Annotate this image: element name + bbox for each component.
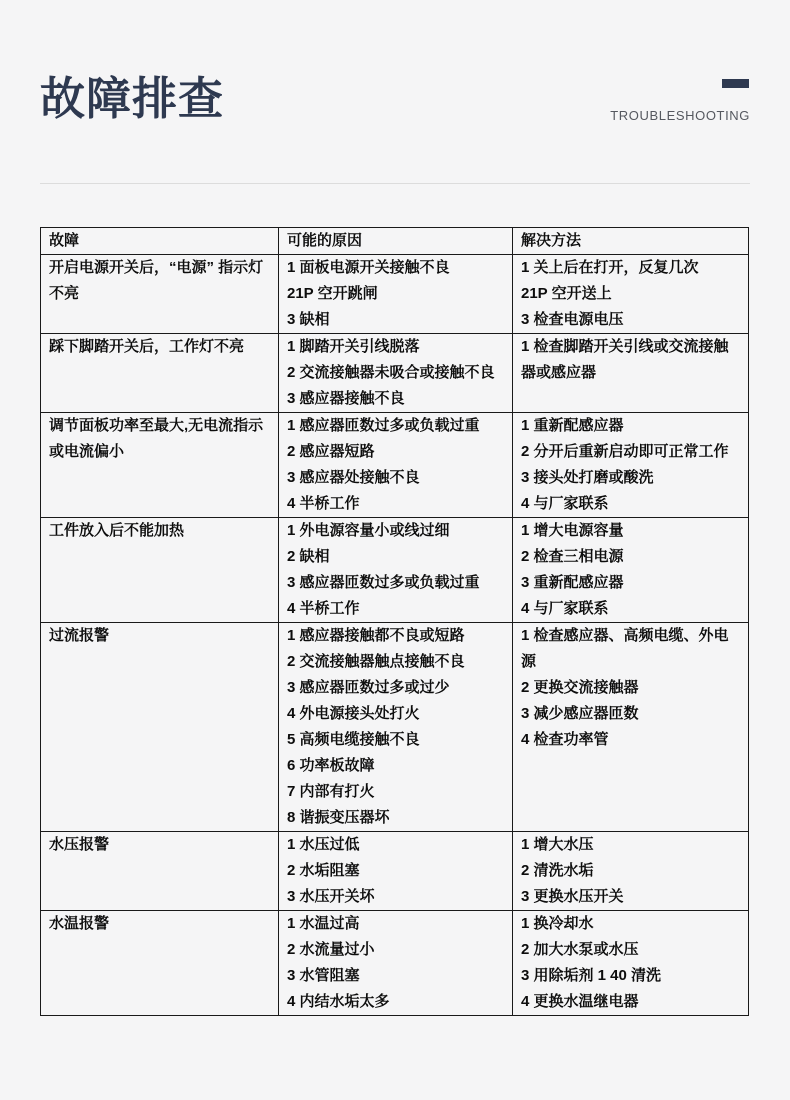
cell-line: 1 检查感应器、高频电缆、外电源 (521, 627, 729, 670)
cell-line: 21P 空开送上 (521, 285, 612, 302)
cell-line: 3 用除垢剂 1 40 清洗 (521, 967, 662, 984)
fault-cell (41, 623, 279, 832)
fault-text: 踩下脚踏开关后，工作灯不亮 (49, 338, 245, 355)
causes-cell (279, 255, 513, 334)
cell-line: 3 感应器处接触不良 (287, 469, 420, 486)
cell-line: 3 感应器匝数过多或负载过重 (287, 574, 480, 591)
column-header-solutions: 解决方法 (513, 228, 749, 255)
causes-cell (279, 832, 513, 911)
causes-cell (279, 413, 513, 518)
table-row (41, 334, 749, 413)
fault-text: 水压报警 (49, 836, 110, 853)
cell-line: 3 重新配感应器 (521, 574, 624, 591)
table-body (41, 255, 749, 1016)
cell-line: 3 感应器匝数过多或过少 (287, 679, 450, 696)
cell-line: 2 分开后重新启动即可正常工作 (521, 443, 729, 460)
cell-line: 1 脚踏开关引线脱落 (287, 338, 420, 355)
cell-line: 4 与厂家联系 (521, 495, 609, 512)
cell-line: 4 检查功率管 (521, 731, 609, 748)
cell-line: 3 缺相 (287, 311, 330, 328)
cell-line: 1 重新配感应器 (521, 417, 624, 434)
cell-line: 1 感应器接触都不良或短路 (287, 627, 465, 644)
troubleshooting-table (40, 227, 749, 1016)
cell-line: 1 检查脚踏开关引线或交流接触器或感应器 (521, 338, 729, 381)
cell-line: 1 增大电源容量 (521, 522, 624, 539)
column-header-causes: 可能的原因 (279, 228, 513, 255)
fault-cell (41, 911, 279, 1016)
table-header-row (41, 228, 749, 255)
cell-line: 2 清洗水垢 (521, 862, 594, 879)
fault-cell (41, 518, 279, 623)
solutions-cell (513, 255, 749, 334)
cell-line: 3 接头处打磨或酸洗 (521, 469, 654, 486)
cell-line: 3 检查电源电压 (521, 311, 624, 328)
fault-cell (41, 832, 279, 911)
table-row (41, 518, 749, 623)
cell-line: 6 功率板故障 (287, 757, 375, 774)
header-divider (40, 183, 750, 184)
cell-line: 4 与厂家联系 (521, 600, 609, 617)
causes-cell (279, 911, 513, 1016)
table-row (41, 255, 749, 334)
solutions-cell (513, 518, 749, 623)
fault-cell (41, 413, 279, 518)
cell-line: 2 更换交流接触器 (521, 679, 639, 696)
solutions-cell (513, 832, 749, 911)
dash-icon (722, 79, 749, 88)
cell-line: 2 交流接触器未吸合或接触不良 (287, 364, 495, 381)
table-row (41, 832, 749, 911)
fault-text: 开启电源开关后，“电源” 指示灯不亮 (49, 259, 264, 302)
table-row (41, 623, 749, 832)
cell-line: 2 交流接触器触点接触不良 (287, 653, 465, 670)
table-row (41, 413, 749, 518)
cell-line: 7 内部有打火 (287, 783, 375, 800)
cell-line: 4 外电源接头处打火 (287, 705, 420, 722)
cell-line: 2 感应器短路 (287, 443, 375, 460)
causes-cell (279, 334, 513, 413)
cell-line: 1 增大水压 (521, 836, 594, 853)
cell-line: 1 水温过高 (287, 915, 360, 932)
cell-line: 4 半桥工作 (287, 495, 360, 512)
cell-line: 3 减少感应器匝数 (521, 705, 639, 722)
cell-line: 1 感应器匝数过多或负载过重 (287, 417, 480, 434)
fault-text: 工件放入后不能加热 (49, 522, 185, 539)
cell-line: 8 谐振变压器坏 (287, 809, 390, 826)
cell-line: 3 感应器接触不良 (287, 390, 405, 407)
cell-line: 4 更换水温继电器 (521, 993, 639, 1010)
fault-text: 过流报警 (49, 627, 110, 644)
cell-line: 1 换冷却水 (521, 915, 594, 932)
cell-line: 3 更换水压开关 (521, 888, 624, 905)
page-subtitle: TROUBLESHOOTING (610, 108, 750, 123)
fault-cell (41, 255, 279, 334)
solutions-cell (513, 911, 749, 1016)
cell-line: 4 内结水垢太多 (287, 993, 390, 1010)
cell-line: 1 面板电源开关接触不良 (287, 259, 450, 276)
solutions-cell (513, 334, 749, 413)
cell-line: 5 高频电缆接触不良 (287, 731, 420, 748)
cell-line: 1 关上后在打开，反复几次 (521, 259, 699, 276)
causes-cell (279, 623, 513, 832)
cell-line: 1 水压过低 (287, 836, 360, 853)
cell-line: 1 外电源容量小或线过细 (287, 522, 450, 539)
cell-line: 3 水压开关坏 (287, 888, 375, 905)
cell-line: 2 检查三相电源 (521, 548, 624, 565)
table-row (41, 911, 749, 1016)
solutions-cell (513, 623, 749, 832)
cell-line: 2 水垢阻塞 (287, 862, 360, 879)
fault-text: 调节面板功率至最大,无电流指示或电流偏小 (49, 417, 264, 460)
column-header-fault: 故障 (41, 228, 279, 255)
cell-line: 3 水管阻塞 (287, 967, 360, 984)
cell-line: 2 加大水泵或水压 (521, 941, 639, 958)
cell-line: 4 半桥工作 (287, 600, 360, 617)
cell-line: 2 缺相 (287, 548, 330, 565)
cell-line: 2 水流量过小 (287, 941, 375, 958)
fault-cell (41, 334, 279, 413)
solutions-cell (513, 413, 749, 518)
cell-line: 21P 空开跳闸 (287, 285, 378, 302)
causes-cell (279, 518, 513, 623)
page-title: 故障排查 (40, 73, 225, 124)
fault-text: 水温报警 (49, 915, 110, 932)
